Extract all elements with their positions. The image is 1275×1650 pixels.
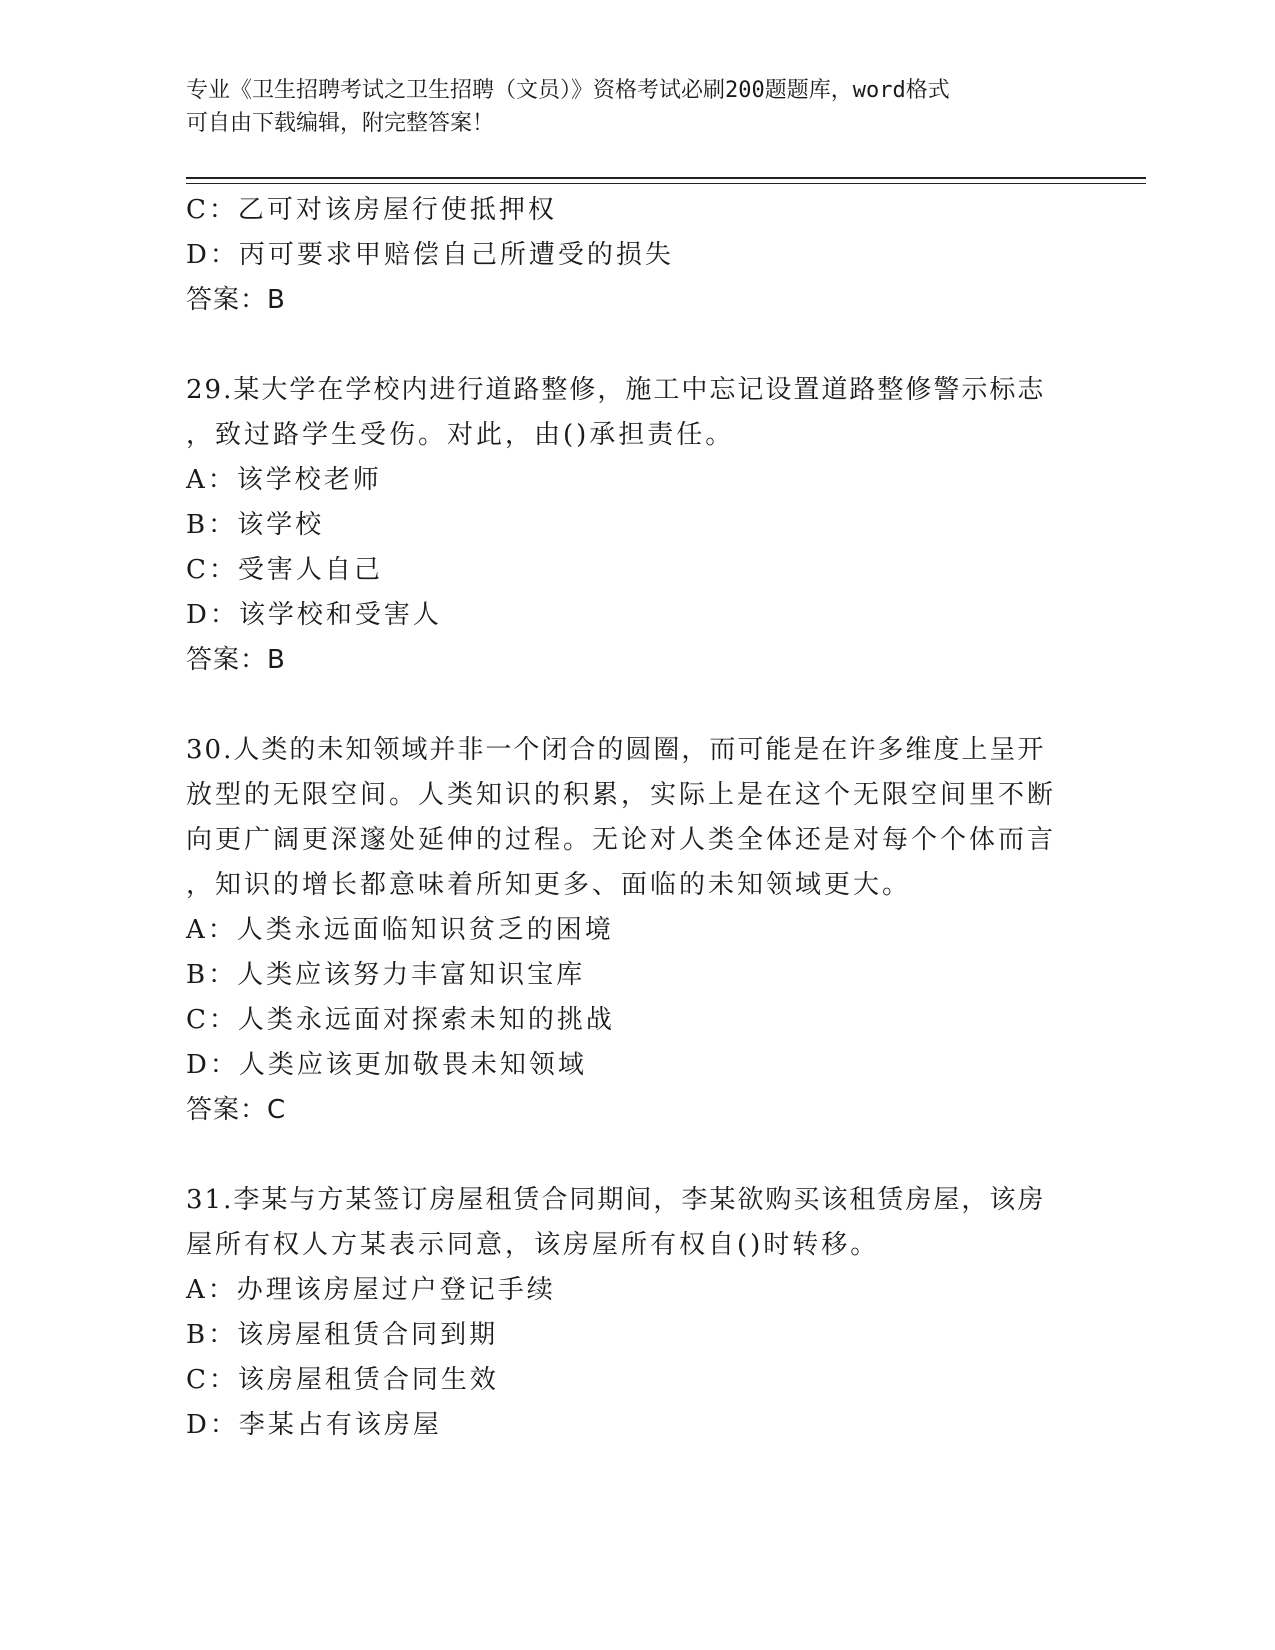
answer-line: 答案：B: [186, 285, 286, 315]
option-b: B：该学校: [186, 510, 325, 540]
option-c: C：受害人自己: [186, 555, 383, 585]
header-divider-thin: [186, 183, 1146, 184]
question-list: [186, 188, 1066, 1448]
spacer: [186, 1133, 1066, 1178]
option-b: B：该房屋租赁合同到期: [186, 1320, 499, 1350]
option-c: C：人类永远面对探索未知的挑战: [186, 1005, 615, 1035]
option-d: D：该学校和受害人: [186, 600, 442, 630]
answer-line: 答案：B: [186, 645, 286, 675]
stem-line: 向更广阔更深邃处延伸的过程。无论对人类全体还是对每个个体而言: [186, 825, 1057, 855]
header-divider-thick: [186, 177, 1146, 179]
option-d: D：李某占有该房屋: [186, 1410, 442, 1440]
spacer: [186, 323, 1066, 368]
option-c: C：该房屋租赁合同生效: [186, 1365, 499, 1395]
question-stem: [186, 728, 1066, 908]
option-d: D：丙可要求甲赔偿自己所遭受的损失: [186, 240, 674, 270]
question-31: [186, 1178, 1066, 1448]
document-header: [186, 74, 1066, 140]
question-28-tail: [186, 188, 1066, 323]
option-d: D：人类应该更加敬畏未知领域: [186, 1050, 587, 1080]
answer-line: 答案：C: [186, 1095, 287, 1125]
question-30: [186, 728, 1066, 1133]
spacer: [186, 683, 1066, 728]
stem-line: 31.李某与方某签订房屋租赁合同期间，李某欲购买该租赁房屋，该房: [186, 1185, 1046, 1215]
stem-line: 放型的无限空间。人类知识的积累，实际上是在这个无限空间里不断: [186, 780, 1057, 810]
question-stem: [186, 368, 1066, 458]
stem-line: ，知识的增长都意味着所知更多、面临的未知领域更大。: [186, 870, 912, 900]
option-c: C：乙可对该房屋行使抵押权: [186, 195, 557, 225]
option-a: A：人类永远面临知识贫乏的困境: [186, 915, 614, 945]
stem-line: ，致过路学生受伤。对此，由()承担责任。: [186, 420, 735, 450]
stem-line: 30.人类的未知领域并非一个闭合的圆圈，而可能是在许多维度上呈开: [186, 735, 1046, 765]
header-line-1: 专业《卫生招聘考试之卫生招聘（文员）》资格考试必刷200题题库，word格式: [186, 78, 950, 103]
stem-line: 屋所有权人方某表示同意，该房屋所有权自()时转移。: [186, 1230, 880, 1260]
header-line-2: 可自由下载编辑，附完整答案！: [186, 111, 495, 136]
stem-line: 29.某大学在学校内进行道路整修，施工中忘记设置道路整修警示标志: [186, 375, 1046, 405]
option-a: A：该学校老师: [186, 465, 382, 495]
option-a: A：办理该房屋过户登记手续: [186, 1275, 556, 1305]
question-stem: [186, 1178, 1066, 1268]
question-29: [186, 368, 1066, 683]
option-b: B：人类应该努力丰富知识宝库: [186, 960, 586, 990]
